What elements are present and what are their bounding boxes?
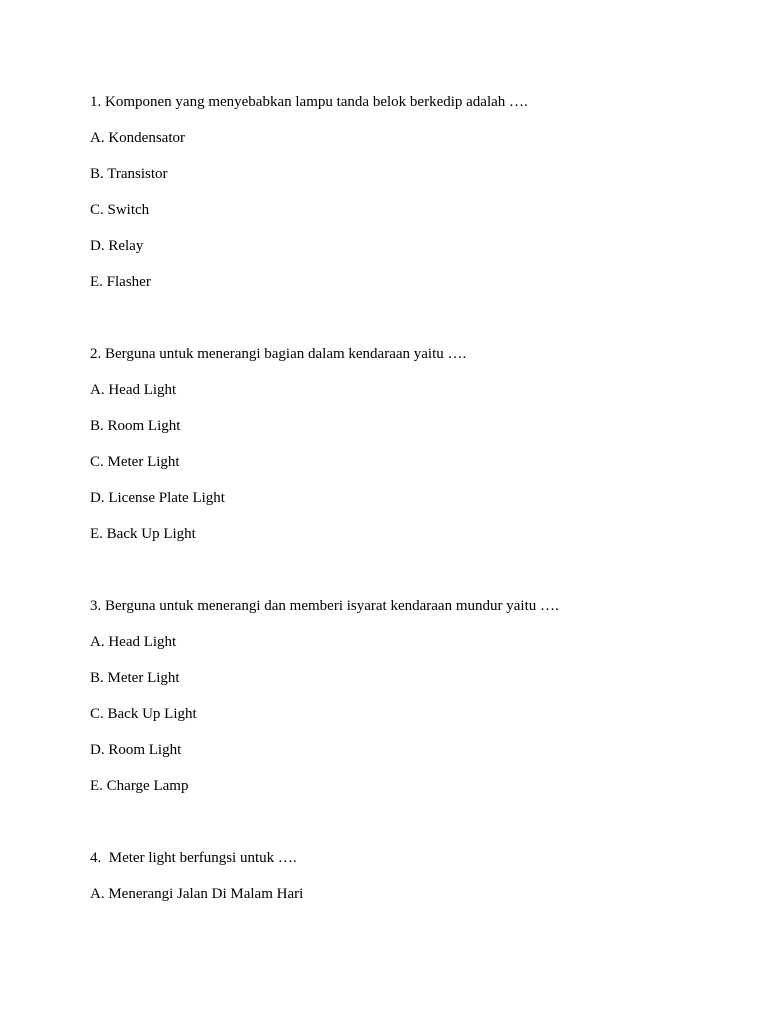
answer-option: C. Meter Light: [90, 454, 180, 470]
answer-option: A. Menerangi Jalan Di Malam Hari: [90, 886, 304, 902]
answer-option: A. Kondensator: [90, 130, 185, 146]
answer-option: C. Back Up Light: [90, 706, 197, 722]
answer-option: B. Meter Light: [90, 670, 180, 686]
question-text: 1. Komponen yang menyebabkan lampu tanda belok berkedip adalah ….: [90, 94, 528, 110]
answer-option: E. Flasher: [90, 274, 151, 290]
answer-option: A. Head Light: [90, 634, 177, 650]
question-text: 4. Meter light berfungsi untuk ….: [90, 850, 297, 866]
question-4: [90, 848, 710, 920]
answer-option: A. Head Light: [90, 382, 177, 398]
question-3: [90, 596, 710, 812]
answer-option: C. Switch: [90, 202, 150, 218]
question-text: 2. Berguna untuk menerangi bagian dalam kendaraan yaitu ….: [90, 346, 467, 362]
document-page: [90, 92, 710, 956]
answer-option: E. Charge Lamp: [90, 778, 189, 794]
answer-option: D. Room Light: [90, 742, 182, 758]
answer-option: E. Back Up Light: [90, 526, 196, 542]
question-2: [90, 344, 710, 560]
answer-option: B. Room Light: [90, 418, 181, 434]
answer-option: B. Transistor: [90, 166, 168, 182]
question-1: [90, 92, 710, 308]
answer-option: D. Relay: [90, 238, 144, 254]
question-text: 3. Berguna untuk menerangi dan memberi isyarat kendaraan mundur yaitu ….: [90, 598, 559, 614]
answer-option: D. License Plate Light: [90, 490, 225, 506]
